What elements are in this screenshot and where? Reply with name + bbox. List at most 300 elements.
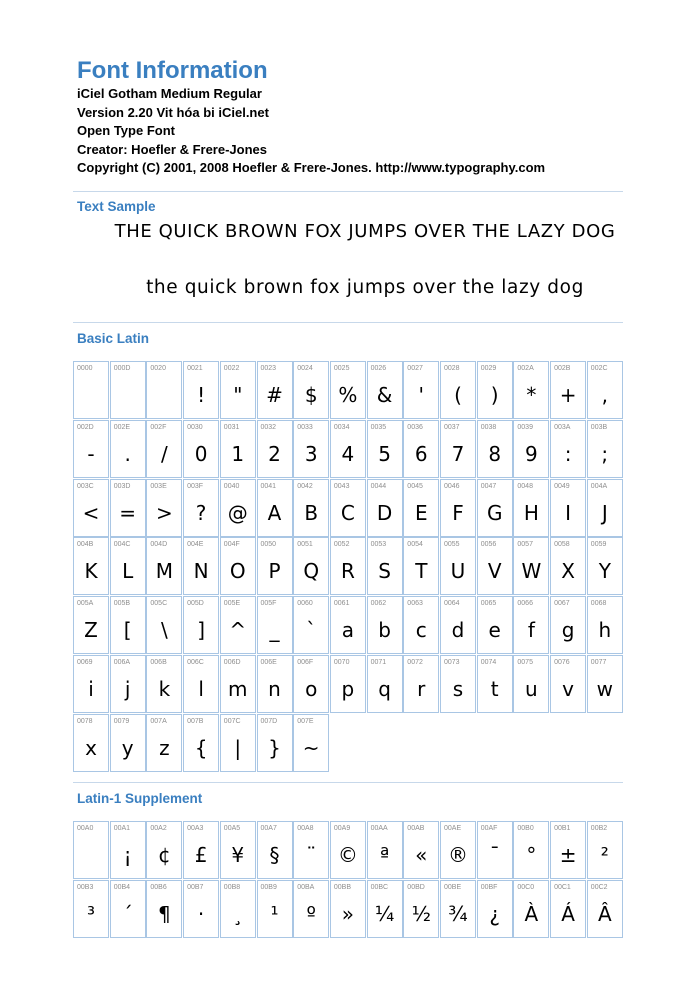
glyph-cell [330,420,366,478]
glyph-code: 00B9 [260,883,277,891]
glyph-cell [293,821,329,879]
glyph-code: 004A [590,482,608,490]
glyph-cell [367,655,403,713]
font-version: Version 2.20 Vit hóa bi iCiel.net [77,104,269,120]
glyph-cell [257,655,293,713]
glyph-code: 0075 [517,659,533,666]
section-divider [73,322,623,323]
glyph-char: . [124,441,131,466]
glyph-code: 0021 [187,365,203,372]
glyph-cell [440,880,476,938]
glyph-cell [220,420,256,478]
glyph-cell [477,880,513,938]
glyph-char: ' [418,383,425,407]
glyph-char: ¨ [306,843,317,867]
glyph-code: 002B [554,365,571,372]
glyph-cell [403,880,439,938]
glyph-cell [330,821,366,879]
glyph-cell [550,655,586,713]
glyph-char: J [601,500,608,525]
glyph-cell [257,479,293,537]
glyph-char: ~ [302,735,320,760]
glyph-cell [513,880,549,938]
glyph-char: & [376,383,393,407]
glyph-cell [146,655,182,713]
glyph-code: 0056 [480,541,497,549]
glyph-code: 005E [223,600,241,608]
glyph-cell [513,596,549,654]
glyph-char: = [119,500,137,525]
glyph-code: 0000 [77,365,93,372]
glyph-cell [403,361,439,419]
glyph-char: v [562,677,575,701]
glyph-char: ¢ [158,843,171,867]
glyph-char: · [197,901,205,926]
glyph-code: 0036 [407,423,423,431]
glyph-char: : [564,441,572,466]
glyph-cell [587,880,623,938]
glyph-code: 0035 [370,423,387,431]
glyph-char: 5 [378,441,391,466]
glyph-code: 00AB [407,825,425,832]
glyph-cell [257,596,293,654]
glyph-cell [73,880,109,938]
glyph-code: 00A3 [187,825,204,832]
glyph-code: 0073 [444,659,460,666]
glyph-code: 0038 [480,423,497,431]
glyph-code: 0040 [223,482,240,490]
glyph-code: 0034 [333,423,350,431]
glyph-char: ! [197,383,206,407]
glyph-char: d [451,618,465,643]
glyph-code: 000D [113,365,131,372]
glyph-code: 0031 [223,423,240,431]
glyph-code: 004B [77,541,94,549]
glyph-char: 7 [451,441,465,466]
glyph-code: 00B3 [77,883,94,891]
glyph-char: U [450,559,466,584]
glyph-char: \ [161,618,168,643]
glyph-char: 4 [341,441,355,466]
glyph-char: ª [379,843,390,867]
glyph-code: 0059 [590,541,607,549]
glyph-code: 0063 [407,600,423,608]
page-title: Font Information [77,57,268,84]
glyph-code: 0065 [480,600,497,608]
glyph-cell [587,596,623,654]
glyph-code: 007C [223,717,241,725]
glyph-code: 0055 [444,541,460,549]
glyph-code: 0044 [370,482,387,490]
glyph-char: E [414,500,428,525]
glyph-char: § [269,843,280,867]
glyph-cell [293,537,329,595]
basic-latin-title: Basic Latin [77,331,150,346]
glyph-code: 002E [113,423,131,431]
glyph-code: 0043 [333,482,350,490]
glyph-char: / [161,441,168,466]
glyph-code: 007E [297,717,314,725]
glyph-cell [220,537,256,595]
glyph-cell [477,596,513,654]
glyph-cell [477,479,513,537]
glyph-cell [293,655,329,713]
glyph-char: 9 [525,441,538,466]
glyph-code: 0064 [444,600,460,608]
glyph-cell [146,420,182,478]
glyph-cell [513,537,549,595]
glyph-code: 002C [590,365,608,372]
glyph-cell [477,821,513,879]
glyph-cell [440,596,476,654]
glyph-char: | [234,735,242,760]
glyph-cell [183,655,219,713]
glyph-char: ´ [122,901,133,926]
glyph-cell [330,596,366,654]
glyph-code: 00B0 [517,825,534,832]
glyph-cell [293,479,329,537]
sample-lowercase: the quick brown fox jumps over the lazy dog [146,277,584,298]
glyph-cell [587,537,623,595]
glyph-cell [587,361,623,419]
glyph-code: 0060 [297,600,313,608]
glyph-code: 00A8 [297,825,314,832]
glyph-cell [220,361,256,419]
glyph-cell [183,420,219,478]
glyph-cell [110,714,146,772]
glyph-cell [403,655,439,713]
glyph-char: ¥ [231,843,245,867]
glyph-cell [440,655,476,713]
glyph-code: 006D [223,659,241,666]
glyph-cell [183,596,219,654]
glyph-code: 006A [113,659,131,666]
sample-uppercase: THE QUICK BROWN FOX JUMPS OVER THE LAZY DOG [114,221,616,242]
glyph-char: @ [227,500,248,525]
glyph-cell [257,361,293,419]
glyph-cell [440,361,476,419]
glyph-cell [513,361,549,419]
glyph-code: 0027 [407,365,423,372]
glyph-code: 005A [77,600,94,608]
glyph-char: ^ [229,618,247,643]
glyph-cell [403,821,439,879]
glyph-code: 0071 [370,659,387,666]
glyph-code: 0022 [223,365,240,372]
glyph-cell [293,714,329,772]
glyph-cell [587,479,623,537]
glyph-char: " [233,383,243,407]
glyph-cell [550,361,586,419]
glyph-cell [220,655,256,713]
glyph-char: ¸ [232,901,243,926]
glyph-cell [367,596,403,654]
glyph-code: 0057 [517,541,533,549]
glyph-cell [513,821,549,879]
glyph-code: 005D [187,600,204,608]
glyph-cell [403,537,439,595]
glyph-code: 00A1 [113,825,131,832]
glyph-code: 004D [150,541,168,549]
font-info-block [77,85,545,178]
glyph-cell [587,655,623,713]
glyph-code: 00B2 [590,825,608,832]
glyph-cell [477,537,513,595]
glyph-char: f [527,618,535,643]
glyph-char: T [415,559,428,584]
glyph-char: l [198,677,204,701]
glyph-char: K [84,559,98,584]
glyph-code: 005B [113,600,131,608]
glyph-code: 00BD [407,883,425,891]
glyph-code: 0050 [260,541,277,549]
glyph-cell [587,420,623,478]
glyph-cell [110,537,146,595]
glyph-char: W [521,559,542,584]
font-name: iCiel Gotham Medium Regular [77,86,262,101]
glyph-cell [73,537,109,595]
glyph-cell [550,880,586,938]
glyph-cell [367,880,403,938]
glyph-cell [220,821,256,879]
glyph-char: 3 [304,441,318,466]
glyph-code: 0052 [333,541,350,549]
glyph-char: ² [600,843,609,867]
glyph-cell [403,420,439,478]
glyph-char: - [87,441,95,466]
glyph-code: 0048 [517,482,533,490]
glyph-char: h [598,618,612,643]
glyph-char: x [85,735,97,760]
font-copyright: Copyright (C) 2001, 2008 Hoefler & Frere-Jones. http://www.typography.com [77,160,546,176]
glyph-cell [367,420,403,478]
glyph-char: 6 [414,441,428,466]
glyph-cell [513,479,549,537]
glyph-code: 0074 [480,659,497,666]
glyph-cell [73,479,109,537]
glyph-cell [403,596,439,654]
section-divider [73,782,623,783]
latin1-supplement-title: Latin-1 Supplement [77,791,203,806]
glyph-char: ° [526,843,537,867]
glyph-code: 0078 [77,717,93,725]
glyph-char: % [338,383,358,407]
glyph-char: © [337,843,358,867]
glyph-char: { [194,735,208,760]
glyph-cell [110,880,146,938]
glyph-cell [550,596,586,654]
glyph-code: 004C [113,541,131,549]
glyph-cell [73,361,109,419]
glyph-code: 006F [297,659,314,666]
glyph-char: 0 [194,441,208,466]
glyph-cell [513,655,549,713]
glyph-cell [146,479,182,537]
glyph-char: ; [601,441,609,466]
glyph-char: r [417,677,426,701]
glyph-char: X [561,559,575,584]
glyph-char: + [559,383,577,407]
glyph-char: 2 [268,441,281,466]
glyph-code: 00BC [370,883,389,891]
glyph-char: I [565,500,572,525]
glyph-char: ¼ [374,901,395,926]
font-type: Open Type Font [77,123,175,139]
glyph-code: 0069 [77,659,93,666]
glyph-cell [146,714,182,772]
glyph-cell [477,361,513,419]
glyph-char: t [490,677,499,701]
glyph-char: k [158,677,171,701]
glyph-cell [110,361,146,419]
glyph-code: 0079 [113,717,130,725]
glyph-code: 00C1 [554,883,571,891]
glyph-code: 0032 [260,423,277,431]
glyph-char: ¶ [158,901,171,926]
glyph-cell [513,420,549,478]
glyph-code: 0047 [480,482,497,490]
glyph-cell [110,655,146,713]
glyph-char: $ [304,383,318,407]
glyph-char: H [523,500,539,525]
glyph-cell [110,596,146,654]
glyph-cell [220,880,256,938]
glyph-code: 00BB [333,883,352,891]
glyph-char: ] [197,618,205,643]
glyph-char: < [82,500,100,525]
glyph-code: 0042 [297,482,313,490]
glyph-code: 004F [223,541,240,549]
glyph-char: w [596,677,613,701]
glyph-code: 00A9 [333,825,351,832]
glyph-code: 007B [187,717,204,725]
glyph-cell [183,479,219,537]
glyph-char: O [229,559,246,584]
glyph-char: F [452,500,464,525]
glyph-code: 0039 [517,423,533,431]
glyph-code: 003F [187,482,204,490]
glyph-char: G [486,500,503,525]
glyph-char: , [601,383,608,407]
glyph-cell [367,821,403,879]
glyph-char: } [268,735,281,760]
glyph-code: 00A7 [260,825,277,832]
glyph-char: y [121,735,134,760]
glyph-code: 0041 [260,482,277,490]
glyph-code: 0068 [590,600,607,608]
glyph-code: 00C0 [517,883,535,891]
glyph-cell [183,361,219,419]
glyph-code: 007A [150,717,167,725]
glyph-code: 0062 [370,600,387,608]
glyph-code: 0029 [480,365,497,372]
glyph-code: 0061 [333,600,350,608]
glyph-char: _ [269,618,280,643]
glyph-char: Á [561,901,575,926]
glyph-code: 005C [150,600,168,608]
glyph-code: 003B [590,423,608,431]
glyph-cell [550,420,586,478]
glyph-code: 004E [187,541,204,549]
glyph-code: 003C [77,482,94,490]
glyph-code: 0077 [590,659,607,666]
glyph-char: b [378,618,391,643]
glyph-code: 00AF [480,825,498,832]
glyph-cell [550,821,586,879]
glyph-cell [330,537,366,595]
glyph-cell [257,420,293,478]
glyph-char: ¡ [123,843,132,867]
glyph-code: 00A2 [150,825,167,832]
glyph-code: 0051 [297,541,313,549]
glyph-char: c [415,618,427,643]
glyph-code: 002D [77,423,94,431]
glyph-cell [330,479,366,537]
glyph-cell [403,479,439,537]
glyph-char: £ [194,843,208,867]
glyph-char: Z [84,618,98,643]
glyph-code: 00AE [444,825,462,832]
text-sample-title: Text Sample [77,199,156,214]
glyph-code: 006E [260,659,277,666]
glyph-code: 003E [150,482,167,490]
glyph-code: 0054 [407,541,423,549]
glyph-cell [257,821,293,879]
glyph-cell [440,420,476,478]
glyph-char: ½ [411,901,431,926]
glyph-char: p [341,677,355,701]
glyph-code: 0076 [554,659,570,666]
glyph-char: C [340,500,355,525]
glyph-char: P [268,559,281,584]
glyph-code: 0028 [444,365,460,372]
glyph-cell [550,537,586,595]
glyph-cell [146,361,182,419]
glyph-char: j [124,677,131,701]
glyph-code: 002F [150,423,167,431]
glyph-char: ) [490,383,499,407]
glyph-code: 0058 [554,541,570,549]
glyph-char: D [376,500,393,525]
glyph-cell [330,655,366,713]
glyph-cell [183,714,219,772]
glyph-cell [146,596,182,654]
glyph-code: 0037 [444,423,460,431]
glyph-code: 003A [554,423,571,431]
glyph-char: º [306,901,316,926]
glyph-cell [146,537,182,595]
glyph-cell [293,880,329,938]
glyph-char: « [415,843,428,867]
glyph-cell [440,821,476,879]
glyph-char: # [266,383,283,407]
glyph-char: o [305,677,318,701]
glyph-code: 00A5 [223,825,241,832]
glyph-char: Q [303,559,320,584]
glyph-cell [257,714,293,772]
glyph-char: m [228,677,248,701]
glyph-cell [257,880,293,938]
glyph-cell [183,880,219,938]
glyph-cell [146,821,182,879]
glyph-cell [220,479,256,537]
glyph-code: 0046 [444,482,460,490]
glyph-char: 8 [488,441,502,466]
glyph-cell [440,537,476,595]
glyph-char: ( [454,383,462,407]
glyph-char: i [88,677,94,701]
glyph-code: 00AA [370,825,388,832]
